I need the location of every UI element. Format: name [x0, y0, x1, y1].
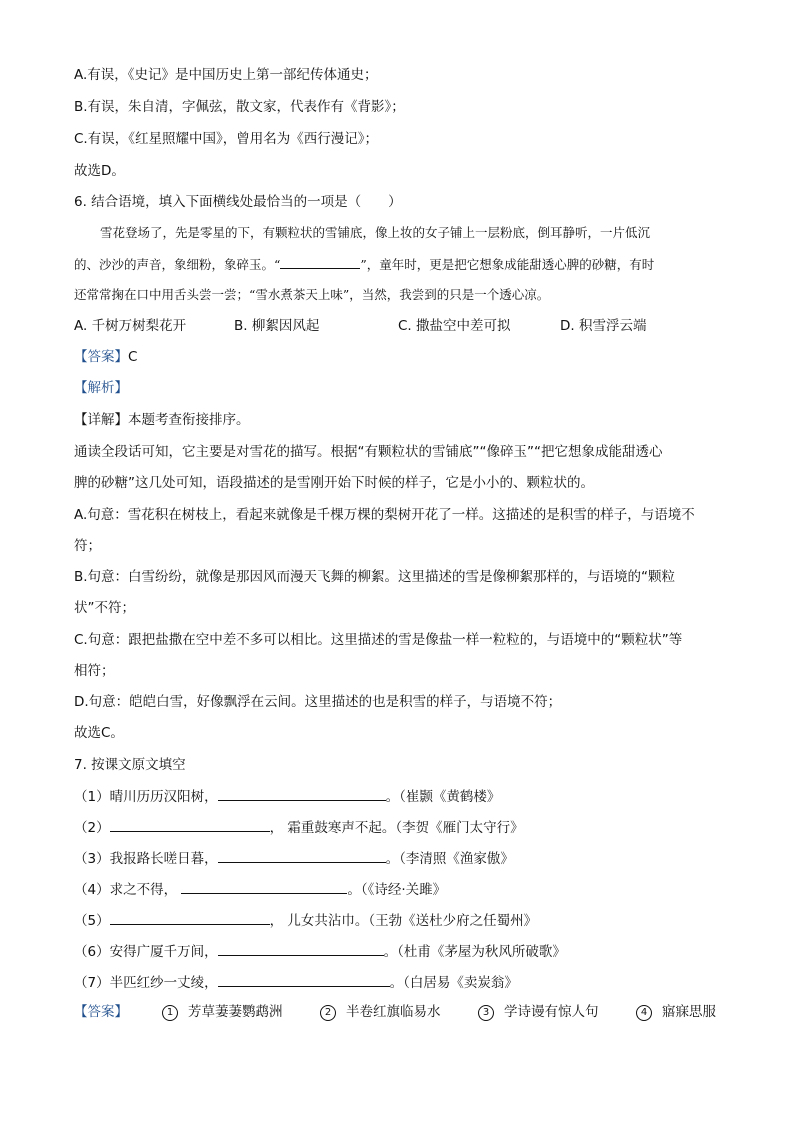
analysis-c-line-2: 相符；	[74, 663, 115, 679]
fill-item-2	[74, 817, 524, 838]
explanation-c: C.有误，《红星照耀中国》，曾用名为《西行漫记》；	[74, 131, 378, 147]
analysis-para-line-2: 脾的砂糖”这几处可知，语段描述的是雪刚开始下时候的样子，它是小小的、颗粒状的。	[74, 475, 594, 491]
passage-line-3: 还常常掬在口中用舌头尝一尝；“雪水煮茶天上味”，当然，我尝到的只是一个透心凉。	[74, 287, 550, 302]
option-a: A. 千树万树梨花开	[74, 318, 187, 334]
fill-item-6-pre: （6）安得广厦千万间，	[74, 944, 218, 960]
q7-answer-2	[320, 1002, 441, 1022]
analysis-c-line-1: C.句意：跟把盐撒在空中差不多可以相比。这里描述的雪是像盐一样一粒粒的，与语境中的“颗粒状”等	[74, 632, 683, 648]
fill-item-4-pre: （4）求之不得，	[74, 882, 182, 898]
fill-item-1-blank	[218, 786, 386, 801]
fill-item-5-pre: （5）	[74, 913, 110, 929]
fill-item-3-post: 。（李清照《渔家傲》	[385, 851, 514, 867]
q7-answer-2-text: 半卷红旗临易水	[346, 1004, 441, 1020]
fill-item-1-pre: （1）晴川历历汉阳树，	[74, 789, 218, 805]
q6-choice: 故选C。	[74, 725, 124, 741]
analysis-b-line-1: B.句意：白雪纷纷，就像是那因风而漫天飞舞的柳絮。这里描述的雪是像柳絮那样的，与语境的“颗粒	[74, 569, 676, 585]
explanation-a: A.有误，《史记》是中国历史上第一部纪传体通史；	[74, 67, 378, 83]
fill-item-4-post: 。（《诗经·关雎》	[347, 882, 447, 898]
fill-item-4-blank	[181, 879, 347, 894]
analysis-a-line-1: A.句意：雪花积在树枝上，看起来就像是千棵万棵的梨树开花了一样。这描述的是积雪的样子，与语境不	[74, 507, 695, 523]
passage-line-1: 雪花登场了，先是零星的下，有颗粒状的雪铺底，像上妆的女子铺上一层粉底，倒耳静听，一片低沉	[100, 225, 651, 240]
option-b: B. 柳絮因风起	[234, 318, 320, 334]
analysis-a-line-2: 符；	[74, 538, 101, 554]
analysis-tag-text: 【解析】	[74, 380, 128, 396]
detail-text: 本题考查衔接排序。	[128, 412, 250, 428]
answer-line	[74, 347, 137, 367]
fill-item-6-post: 。（杜甫《茅屋为秋风所破歌》	[383, 944, 566, 960]
q7-answer-1-text: 芳草萋萋鹦鹉洲	[188, 1004, 283, 1020]
fill-item-6	[74, 941, 566, 962]
option-d: D. 积雪浮云端	[560, 318, 647, 334]
fill-item-3-blank	[218, 848, 386, 863]
fill-item-1-post: 。（崔颢《黄鹤楼》	[385, 789, 501, 805]
detail-line	[74, 410, 250, 430]
circled-number-2: 2	[320, 1005, 336, 1021]
fill-item-2-post: ， 霜重鼓寒声不起。（李贺《雁门太守行》	[269, 820, 524, 836]
fill-item-3-pre: （3）我报路长嗟日暮，	[74, 851, 218, 867]
fill-item-7-pre: （7）半匹红纱一丈绫，	[74, 975, 218, 991]
q7-answer-1	[162, 1002, 283, 1022]
explanation-b: B.有误，朱自清，字佩弦，散文家，代表作有《背影》；	[74, 99, 405, 115]
q7-answer-4-text: 寤寐思服	[662, 1004, 716, 1020]
fill-item-7	[74, 972, 518, 993]
passage-line-2	[74, 254, 724, 275]
option-c: C. 撒盐空中差可拟	[398, 318, 511, 334]
analysis-para-line-1: 通读全段话可知，它主要是对雪花的描写。根据“有颗粒状的雪铺底”“像碎玉”“把它想象成能甜透心	[74, 444, 663, 460]
answer-value: C	[128, 349, 138, 365]
circled-number-1: 1	[162, 1005, 178, 1021]
fill-item-7-post: 。（白居易《卖炭翁》	[389, 975, 518, 991]
passage-line-2-start: 的、沙沙的声音，象细粉，象碎玉。“	[74, 257, 281, 272]
fill-item-4	[74, 879, 446, 900]
fill-item-5-blank	[110, 910, 270, 925]
q7-answer-4	[636, 1002, 716, 1022]
answer-tag: 【答案】	[74, 349, 128, 365]
analysis-b-line-2: 状”不符；	[74, 600, 135, 616]
passage-line-2-end: ”，童年时，更是把它想象成能甜透心脾的砂糖，有时	[360, 257, 655, 272]
detail-tag: 【详解】	[74, 412, 128, 428]
fill-item-7-blank	[218, 972, 390, 987]
fill-item-5	[74, 910, 537, 931]
fill-item-5-post: ， 儿女共沾巾。（王勃《送杜少府之任蜀州》	[269, 913, 538, 929]
prev-choice: 故选D。	[74, 163, 125, 179]
analysis-d-line: D.句意：皑皑白雪，好像飘浮在云间。这里描述的也是积雪的样子，与语境不符；	[74, 694, 562, 710]
fill-item-2-pre: （2）	[74, 820, 110, 836]
q7-answer-tag: 【答案】	[74, 1004, 128, 1020]
fill-item-2-blank	[110, 817, 270, 832]
circled-number-3: 3	[478, 1005, 494, 1021]
analysis-tag	[74, 378, 128, 398]
q7-answer-3-text: 学诗谩有惊人句	[504, 1004, 599, 1020]
fill-item-3	[74, 848, 514, 869]
circled-number-4: 4	[636, 1005, 652, 1021]
question-7-prompt: 7. 按课文原文填空	[74, 757, 186, 773]
fill-item-6-blank	[218, 941, 384, 956]
fill-blank	[280, 254, 360, 269]
question-6-prompt: 6. 结合语境，填入下面横线处最恰当的一项是（ ）	[74, 194, 402, 210]
fill-item-1	[74, 786, 500, 807]
q7-answer-3	[478, 1002, 599, 1022]
